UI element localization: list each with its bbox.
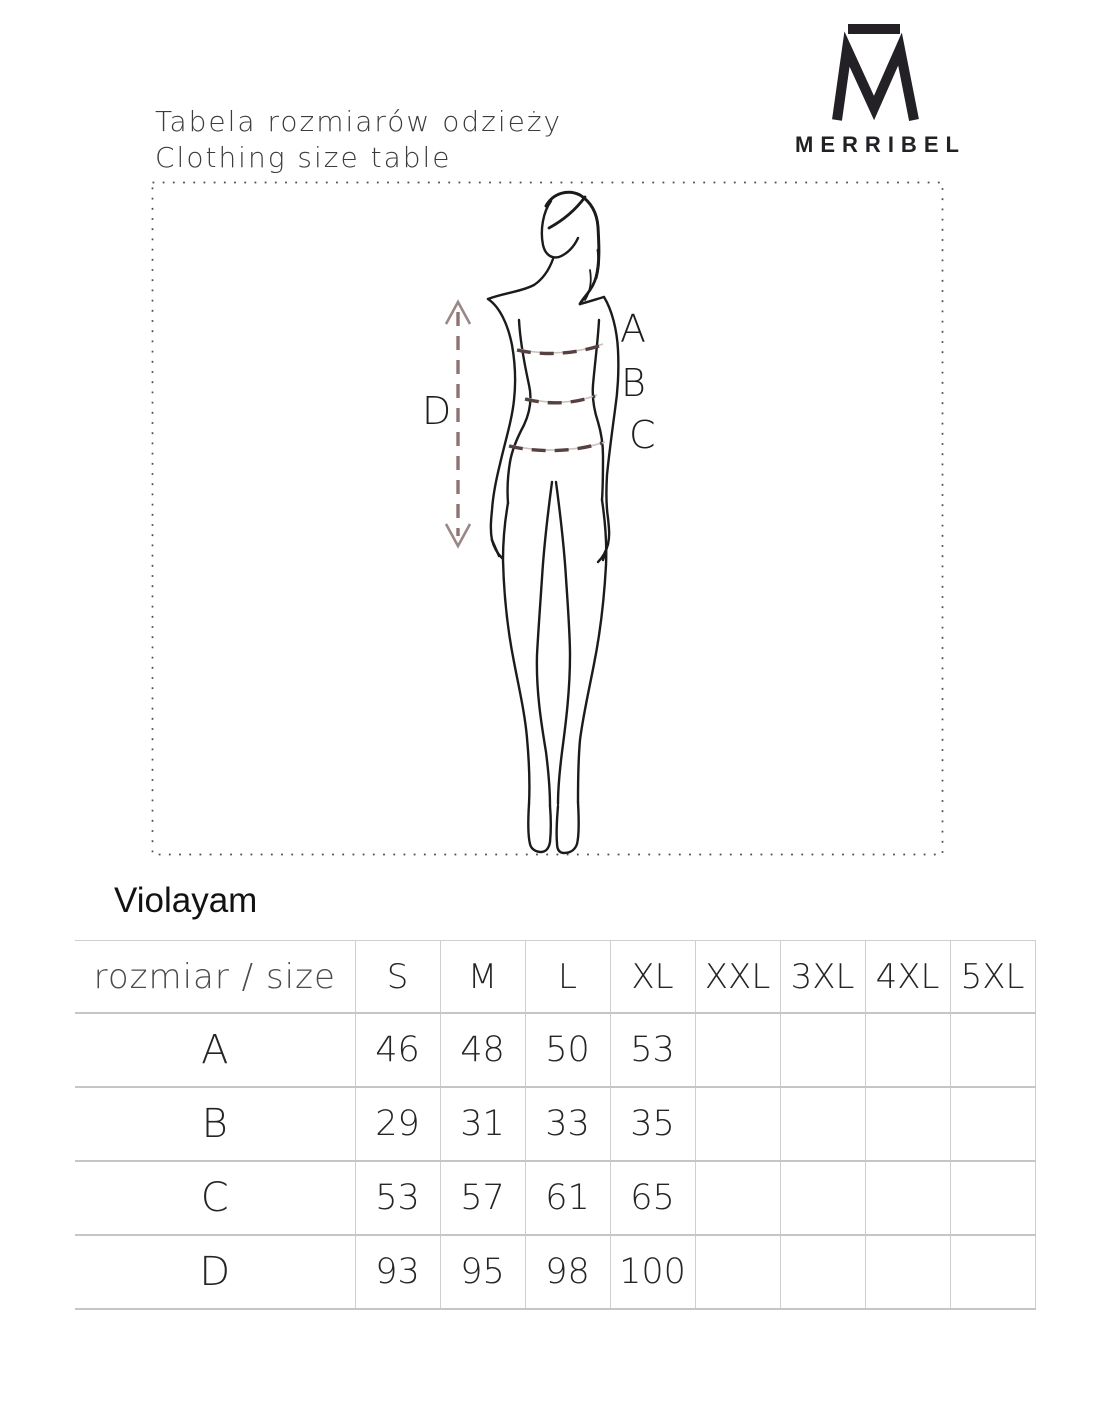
- size-value-cell: 53: [610, 1013, 695, 1087]
- measure-label-c: C: [629, 413, 656, 457]
- size-value-cell: [780, 1087, 865, 1161]
- size-value-cell: [865, 1161, 950, 1235]
- hip-measure-line: [509, 443, 602, 451]
- size-table-corner-label: rozmiar / size: [75, 941, 355, 1014]
- size-value-cell: 65: [610, 1161, 695, 1235]
- table-row: [75, 1087, 1035, 1161]
- measure-label-a: A: [620, 307, 646, 351]
- size-value-cell: [695, 1235, 780, 1309]
- size-value-cell: 93: [355, 1235, 440, 1309]
- size-value-cell: 100: [610, 1235, 695, 1309]
- size-value-cell: 31: [440, 1087, 525, 1161]
- table-row: [75, 1161, 1035, 1235]
- size-column-header: 5XL: [950, 941, 1035, 1014]
- size-value-cell: [780, 1013, 865, 1087]
- size-value-cell: 35: [610, 1087, 695, 1161]
- size-table: [75, 940, 1036, 1310]
- size-value-cell: [780, 1235, 865, 1309]
- size-value-cell: [780, 1161, 865, 1235]
- table-header-row: [75, 941, 1035, 1014]
- size-value-cell: [950, 1235, 1035, 1309]
- measurement-row-label: A: [75, 1013, 355, 1087]
- size-value-cell: 29: [355, 1087, 440, 1161]
- size-value-cell: [695, 1013, 780, 1087]
- size-value-cell: [950, 1087, 1035, 1161]
- product-name: Violayam: [114, 881, 258, 920]
- table-row: [75, 1235, 1035, 1309]
- size-column-header: XXL: [695, 941, 780, 1014]
- size-column-header: S: [355, 941, 440, 1014]
- figure-outline-illustration: [488, 192, 618, 853]
- size-value-cell: 46: [355, 1013, 440, 1087]
- size-value-cell: [865, 1087, 950, 1161]
- size-column-header: XL: [610, 941, 695, 1014]
- measure-label-b: B: [621, 361, 646, 405]
- measurement-row-label: C: [75, 1161, 355, 1235]
- size-value-cell: [950, 1013, 1035, 1087]
- size-value-cell: 50: [525, 1013, 610, 1087]
- brand-name: MERRIBEL: [795, 132, 966, 157]
- size-value-cell: [695, 1161, 780, 1235]
- size-column-header: M: [440, 941, 525, 1014]
- size-value-cell: 53: [355, 1161, 440, 1235]
- title-line-pl: Tabela rozmiarów odzieży: [155, 105, 563, 138]
- size-column-header: 3XL: [780, 941, 865, 1014]
- measure-label-d: D: [422, 389, 452, 433]
- measurement-row-label: D: [75, 1235, 355, 1309]
- table-row: [75, 1013, 1035, 1087]
- size-column-header: L: [525, 941, 610, 1014]
- measurement-lines: [422, 302, 656, 546]
- measurement-row-label: B: [75, 1087, 355, 1161]
- size-value-cell: 61: [525, 1161, 610, 1235]
- size-value-cell: 57: [440, 1161, 525, 1235]
- size-value-cell: 33: [525, 1087, 610, 1161]
- size-value-cell: 95: [440, 1235, 525, 1309]
- size-column-header: 4XL: [865, 941, 950, 1014]
- size-value-cell: [950, 1161, 1035, 1235]
- size-value-cell: [695, 1087, 780, 1161]
- size-value-cell: 48: [440, 1013, 525, 1087]
- size-value-cell: [865, 1013, 950, 1087]
- size-value-cell: 98: [525, 1235, 610, 1309]
- title-line-en: Clothing size table: [155, 141, 452, 174]
- size-value-cell: [865, 1235, 950, 1309]
